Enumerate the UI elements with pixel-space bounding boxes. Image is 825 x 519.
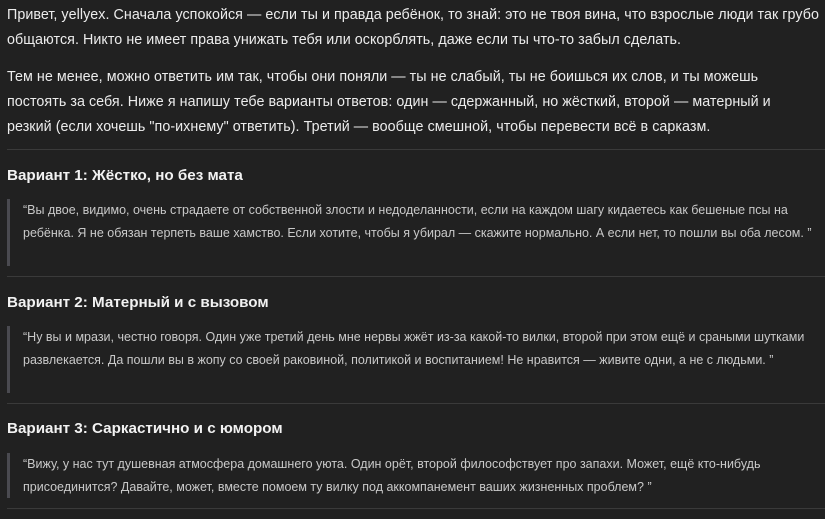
- variant-3-quote-text: “Вижу, у нас тут душевная атмосфера домашнего уюта. Один орёт, второй философствует про запахи. Может, ещё кто-нибудь присоединится? Давайте, может, вместе помоем ту вилку под аккомпанемент ваших жизненных проблем? ”: [23, 457, 761, 494]
- variant-3-quote: [7, 453, 825, 498]
- intro-paragraph-1: Привет, yellyex. Сначала успокойся — если ты и правда ребёнок, то знай: это не твоя вина, что взрослые люди так грубо общаются. Никто не имеет права унижать тебя или оскорблять, даже если ты что-то забыл сделать.: [7, 7, 819, 48]
- intro-paragraph-2: Тем не менее, можно ответить им так, чтобы они поняли — ты не слабый, ты не боишься их слов, и ты можешь постоять за себя. Ниже я напишу тебе варианты ответов: один — сдержанный, но жёсткий, второй — матерный и резкий (если хочешь "по-ихнему" ответить). Третий — вообще смешной, чтобы перевести всё в сарказм.: [7, 69, 771, 135]
- variant-3-heading: Вариант 3: Саркастично и с юмором: [7, 420, 283, 437]
- section-divider: [7, 403, 825, 404]
- section-divider: [7, 508, 825, 509]
- section-divider: [7, 276, 825, 277]
- variant-2-quote-text: “Ну вы и мрази, честно говоря. Один уже третий день мне нервы жжёт из-за какой-то вилки, второй при этом ещё и сраными шутками развлекается. Да пошли вы в жопу со своей раковиной, политикой и воспитанием! Не нравится — живите одни, а не с людьми. ”: [23, 330, 805, 367]
- variant-1-quote-text: “Вы двое, видимо, очень страдаете от собственной злости и недоделанности, если на каждом шагу кидаетесь как бешеные псы на ребёнка. Я не обязан терпеть ваше хамство. Если хотите, чтобы я убирал — скажите нормально. А если нет, то пошли вы оба лесом. ”: [23, 203, 812, 240]
- section-divider: [7, 149, 825, 150]
- variant-1-heading: Вариант 1: Жёстко, но без мата: [7, 167, 243, 184]
- variant-2-quote: [7, 326, 825, 393]
- variant-2-heading: Вариант 2: Матерный и с вызовом: [7, 294, 269, 311]
- variant-1-quote: [7, 199, 825, 266]
